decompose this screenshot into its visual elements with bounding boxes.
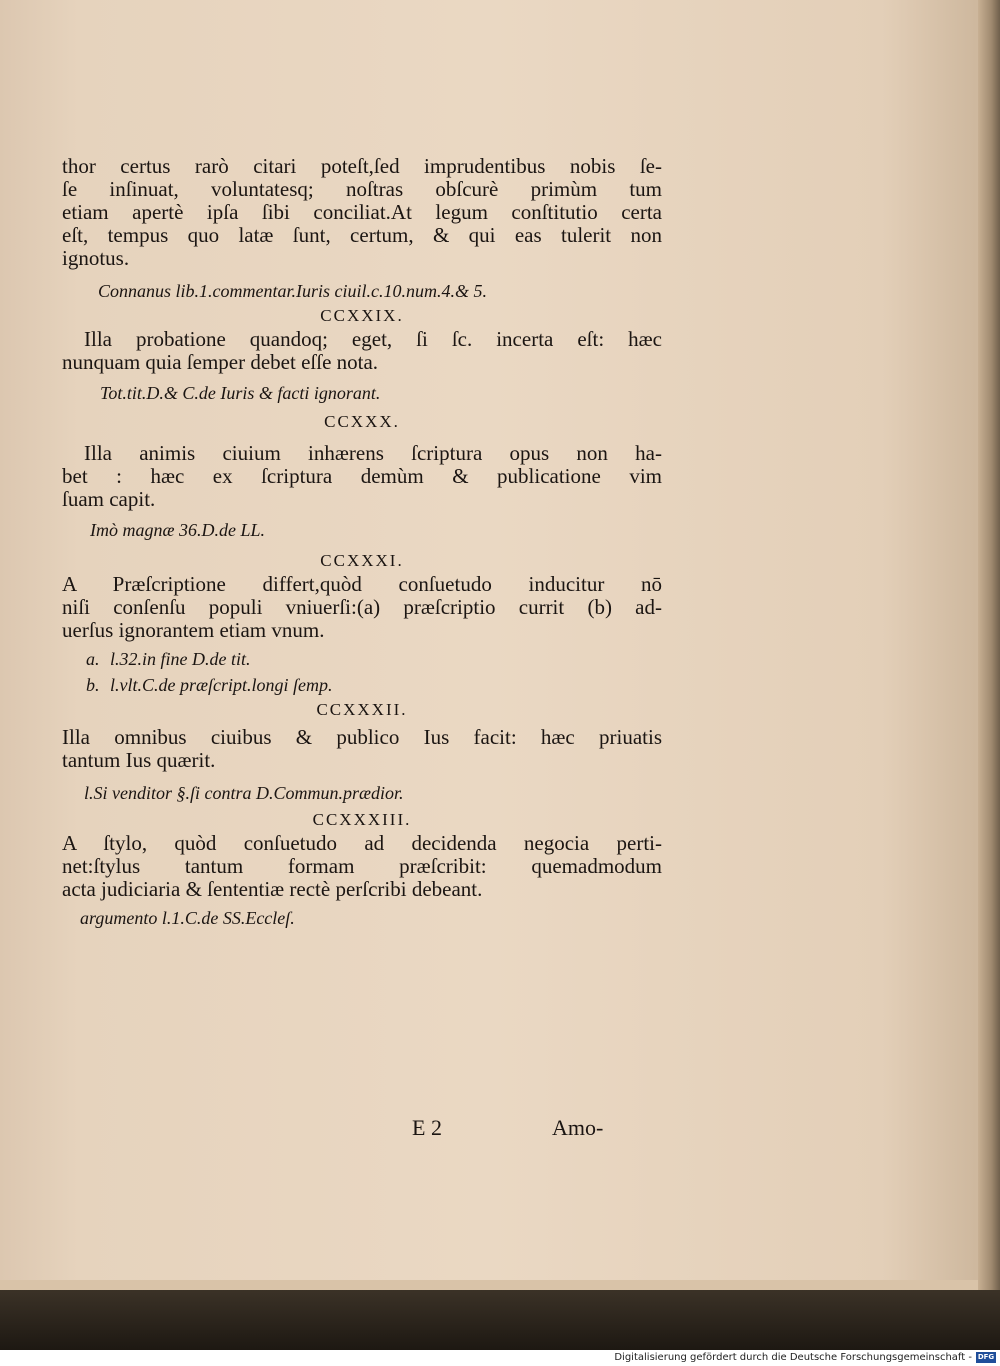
text-line: etiam apertè ipſa ſibi conciliat.At legum conſtitutio certa — [62, 200, 662, 224]
text-line: tantum Ius quærit. — [62, 748, 216, 772]
text-line: Illa animis ciuium inhærens ſcriptura opus non ha- — [84, 441, 662, 465]
text-line: net:ſtylus tantum formam præſcribit: quemadmodum — [62, 854, 662, 878]
text-line: ignotus. — [62, 246, 130, 270]
text-line: A ſtylo, quòd conſuetudo ad decidenda negocia perti- — [62, 831, 662, 855]
citation-4b — [62, 672, 662, 698]
text-line: ſe inſinuat, voluntatesq; noſtras obſcurè primùm tum — [62, 177, 662, 201]
citation-3: Imò magnæ 36.D.de LL. — [90, 520, 266, 540]
paragraph-2 — [62, 328, 662, 374]
paragraph-4 — [62, 573, 662, 642]
scan-background — [0, 1290, 1000, 1350]
text-line: Illa omnibus ciuibus & publico Ius facit: hæc priuatis — [62, 725, 662, 749]
section-number: CCXXXIII. — [312, 810, 412, 829]
citation-label: a. — [86, 649, 100, 669]
text-line: Illa probatione quandoq; eget, ſi ſc. incerta eſt: hæc — [84, 327, 662, 351]
text-line: thor certus rarò citari poteſt,ſed imprudentibus nobis ſe- — [62, 154, 662, 178]
section-number: CCXXXII. — [316, 700, 408, 719]
citation-4a — [62, 646, 662, 672]
signature-mark: E 2 — [412, 1115, 442, 1140]
citation-text: l.vlt.C.de præſcript.longi ſemp. — [110, 675, 333, 695]
text-line: ſuam capit. — [62, 487, 156, 511]
text-line: acta judiciaria & ſententiæ rectè perſcribi debeant. — [62, 877, 483, 901]
page-right-edge — [978, 0, 1000, 1330]
dfg-logo-icon: DFG — [977, 1353, 995, 1361]
paragraph-5 — [62, 726, 662, 772]
section-number: CCXXXI. — [320, 551, 404, 570]
catchword: Amo- — [552, 1115, 604, 1140]
citation-5: l.Si venditor §.ſi contra D.Commun.prædior. — [84, 783, 404, 803]
text-line: eſt, tempus quo latæ ſunt, certum, & qui eas tulerit non — [62, 223, 662, 247]
citation-1: Connanus lib.1.commentar.Iuris ciuil.c.10.num.4.& 5. — [98, 281, 487, 301]
citation-6: argumento l.1.C.de SS.Eccleſ. — [80, 908, 295, 928]
citation-label: b. — [86, 675, 100, 695]
page-text — [62, 155, 662, 931]
paragraph-1 — [62, 155, 662, 270]
text-line: niſi conſenſu populi vniuerſi:(a) præſcriptio currit (b) ad- — [62, 595, 662, 619]
text-line: uerſus ignorantem etiam vnum. — [62, 618, 325, 642]
text-line: nunquam quia ſemper debet eſſe nota. — [62, 350, 379, 374]
section-number: CCXXX. — [324, 412, 400, 431]
text-line: A Præſcriptione differt,quòd conſuetudo inducitur nō — [62, 572, 662, 596]
citation-2: Tot.tit.D.& C.de Iuris & facti ignorant. — [100, 383, 381, 403]
citation-text: l.32.in fine D.de tit. — [110, 649, 251, 669]
digitization-credit: Digitalisierung gefördert durch die Deutsche Forschungsgemeinschaft - — [614, 1352, 972, 1363]
paragraph-6 — [62, 832, 662, 901]
text-line: bet : hæc ex ſcriptura demùm & publicatione vim — [62, 464, 662, 488]
paragraph-3 — [62, 442, 662, 511]
section-number: CCXXIX. — [320, 306, 404, 325]
